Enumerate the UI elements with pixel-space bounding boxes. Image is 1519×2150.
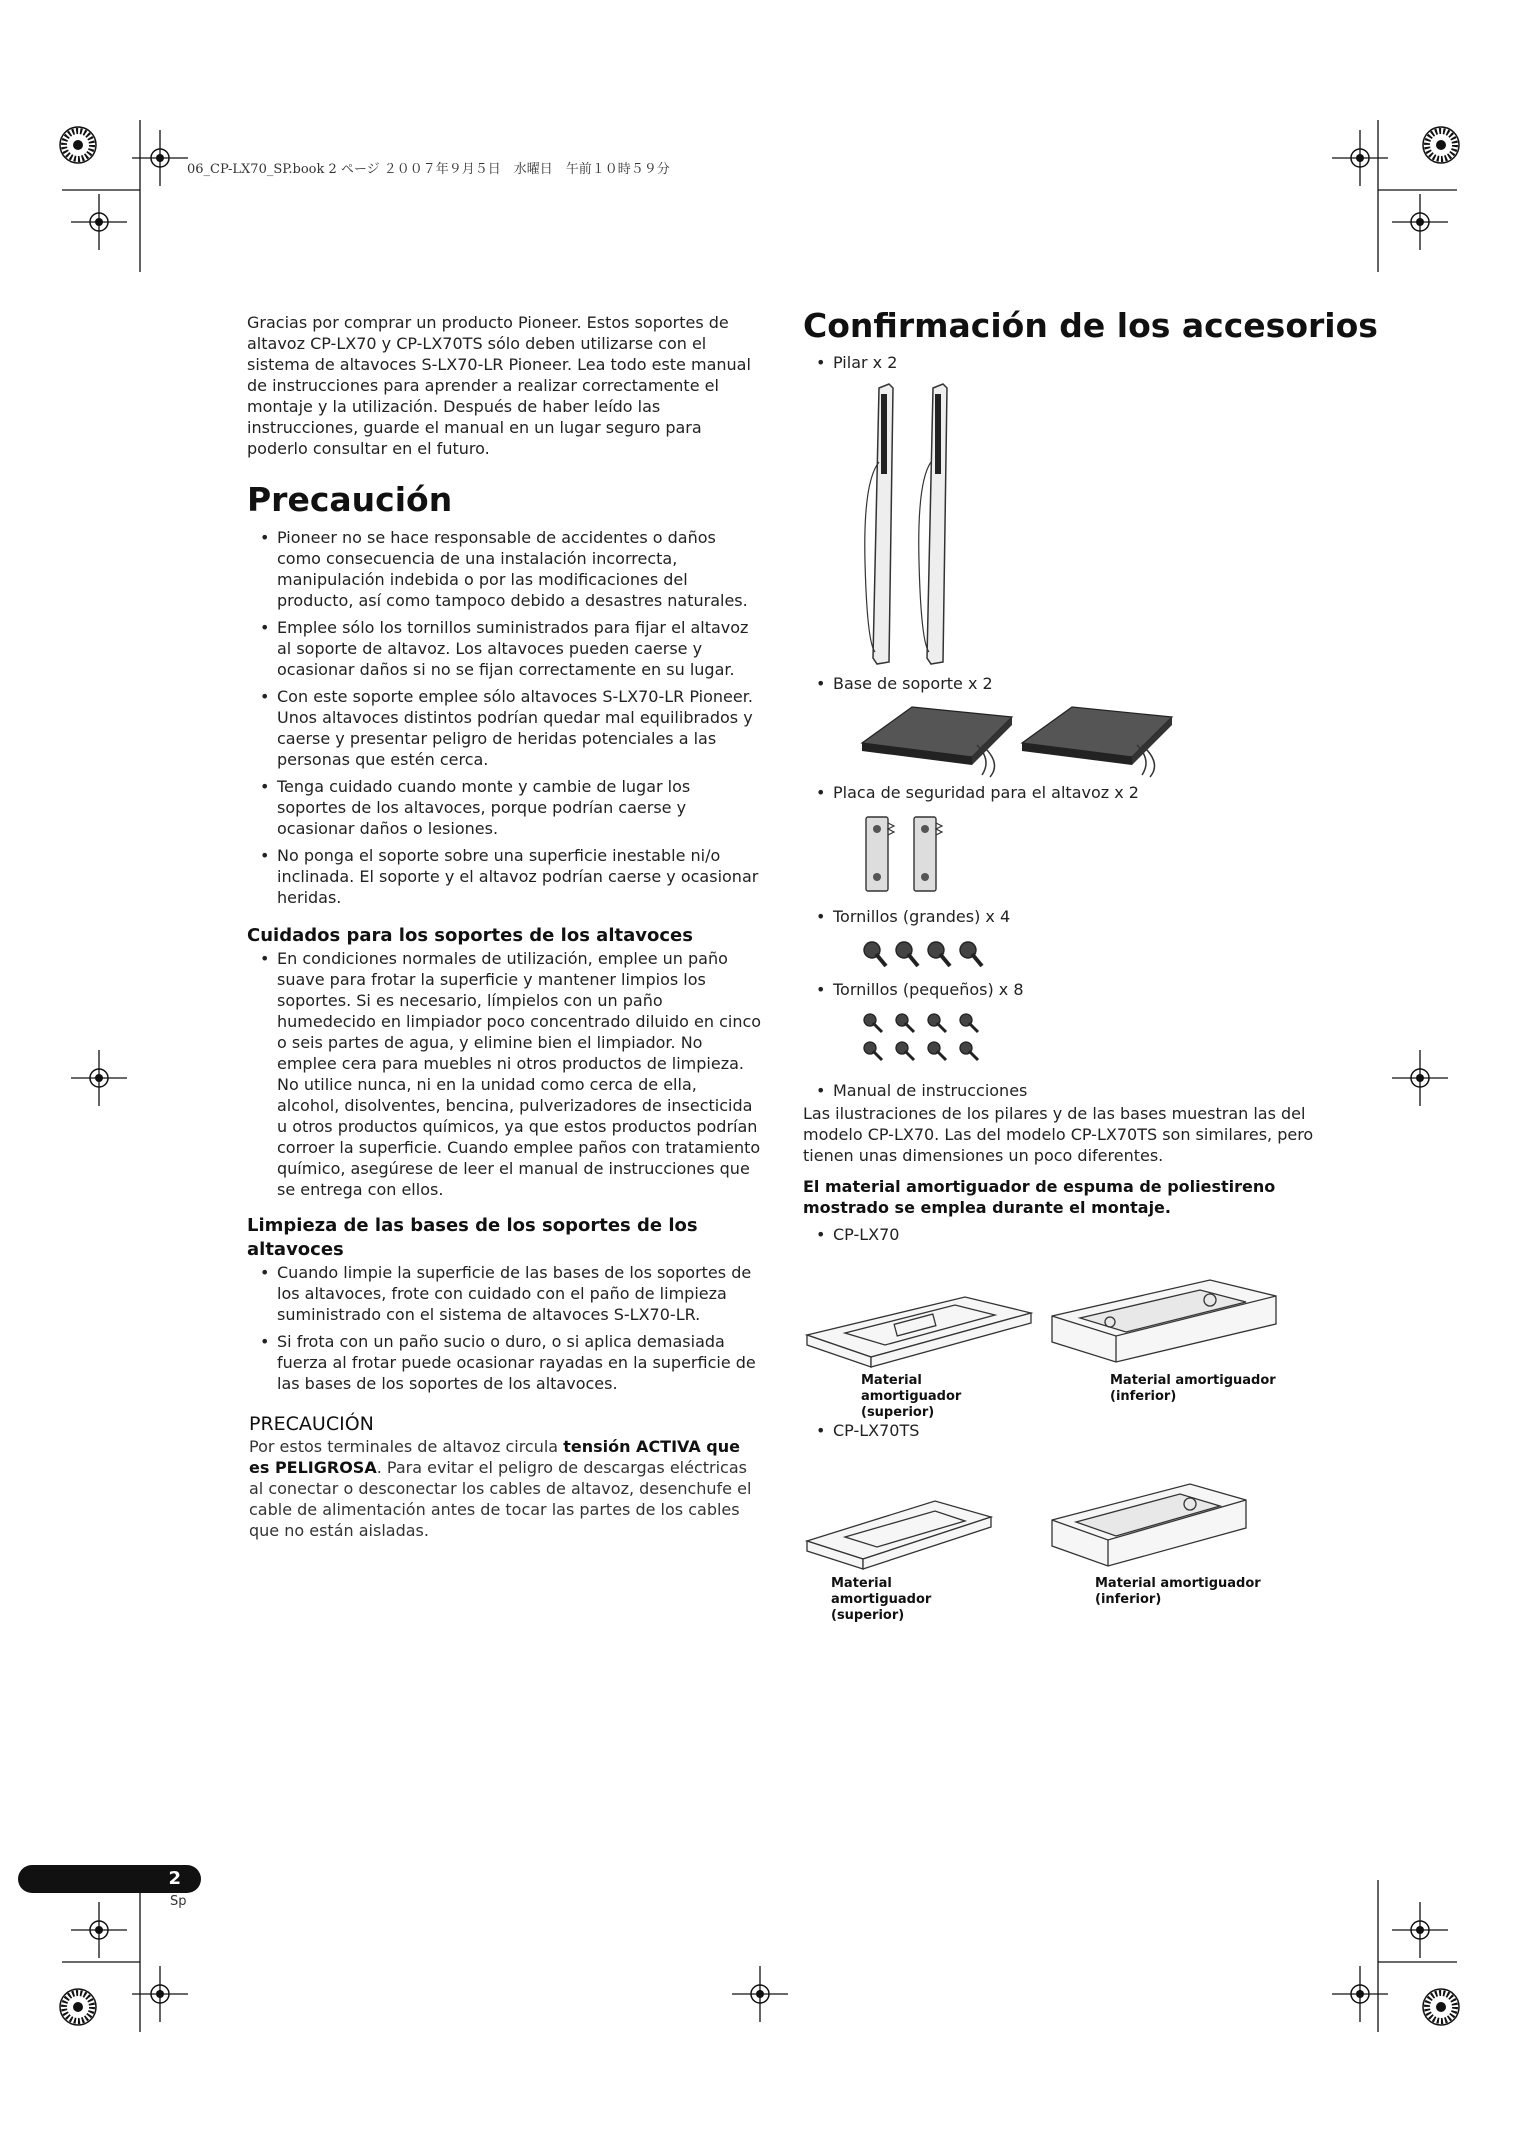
warning-bold: tensión ACTIVA que es PELIGROSA [249, 1437, 740, 1477]
cleaning-list [247, 1262, 762, 1394]
foam-upper-lx70-illustration [805, 1293, 1035, 1373]
warning-text-1: Por estos terminales de altavoz circula [249, 1437, 564, 1456]
plate-illustration [864, 815, 954, 895]
list-item: • Cuando limpie la superficie de las bases de los soportes de los altavoces, frote con cuidado con el paño de limpieza suministrado con el sistema de altavoces S-LX70-LR. [247, 1262, 762, 1325]
foam-lower-caption-2: Material amortiguador (inferior) [1095, 1576, 1261, 1607]
foam-lower-caption-1: Material amortiguador (inferior) [1110, 1373, 1276, 1404]
illustration-note: Las ilustraciones de los pilares y de las bases muestran las del modelo CP-LX70. Las del modelo CP-LX70TS son similares, pero tienen unas dimensiones un poco diferentes. [803, 1104, 1314, 1165]
list-item: • CP-LX70 [803, 1224, 1323, 1245]
list-item: • No ponga el soporte sobre una superficie inestable ni/o inclinada. El soporte y el altavoz podrían caerse y ocasionar heridas. [247, 845, 762, 908]
foam-upper-lx70ts-illustration [805, 1495, 995, 1575]
model-2-label [803, 1420, 1323, 1441]
list-item: • Tornillos (pequeños) x 8 [803, 979, 1323, 1000]
warning-box [247, 1412, 762, 1541]
screws-large-illustration [862, 940, 1002, 970]
precaution-heading: Precaución [247, 480, 453, 519]
care-list [247, 948, 762, 1200]
foam-upper-caption-2: Material amortiguador (superior) [831, 1576, 932, 1623]
list-item: • Tornillos (grandes) x 4 [803, 906, 1323, 927]
list-item: • Si frota con un paño sucio o duro, o si aplica demasiada fuerza al frotar puede ocasionar rayadas en la superficie de las bases de los soportes de los altavoces. [247, 1331, 762, 1394]
care-heading: Cuidados para los soportes de los altavoces [247, 925, 693, 946]
page-number: 2 [168, 1868, 181, 1889]
list-item: • Emplee sólo los tornillos suministrados para fijar el altavoz al soporte de altavoz. Los altavoces pueden caerse y ocasionar daños si no se fijan correctamente en su lugar. [247, 617, 762, 680]
print-info: 06_CP-LX70_SP.book 2 ページ ２００７年９月５日 水曜日 午前１０時５９分 [187, 162, 670, 177]
foam-lower-lx70ts-illustration [1050, 1480, 1250, 1570]
warning-heading: PRECAUCIÓN [249, 1413, 374, 1435]
pillar-illustration [855, 382, 975, 672]
accessories-heading: Confirmación de los accesorios [803, 306, 1378, 345]
foam-lower-lx70-illustration [1050, 1276, 1280, 1366]
manual-label [803, 1080, 1323, 1101]
screws-small-illustration [862, 1012, 1002, 1072]
list-item: • Con este soporte emplee sólo altavoces S-LX70-LR Pioneer. Unos altavoces distintos podrían quedar mal equilibrados y caerse y presentar peligro de heridas potenciales a las personas que estén cerca. [247, 686, 762, 770]
list-item: • En condiciones normales de utilización, emplee un paño suave para frotar la superficie y mantener limpios los soportes. Si es necesario, límpielos con un paño humedecido en limpiador poco concentrado diluido en cinco o seis partes de agua, y elimine bien el limpiador. No emplee cera para muebles ni otros productos de limpieza. No utilice nunca, ni en la unidad como cerca de ella, alcohol, disolventes, bencina, pulverizadores de insecticida u otros productos químicos, ya que estos productos podrían corroer la superficie. Cuando emplee paños con tratamiento químico, asegúrese de leer el manual de instrucciones que se entrega con ellos. [247, 948, 762, 1200]
warning-text [249, 1436, 762, 1541]
intro-paragraph: Gracias por comprar un producto Pioneer. Estos soportes de altavoz CP-LX70 y CP-LX70TS sólo deben utilizarse con el sistema de altavoces S-LX70-LR Pioneer. Lea todo este manual de instrucciones para aprender a realizar correctamente el montaje y la utilización. Después de haber leído las instrucciones, guarde el manual en un lugar seguro para poderlo consultar en el futuro. [247, 313, 751, 458]
base-illustration [862, 705, 1192, 780]
page-number-pill [18, 1865, 201, 1893]
list-item: • Pioneer no se hace responsable de accidentes o daños como consecuencia de una instalación incorrecta, manipulación indebida o por las modificaciones del producto, así como tampoco debido a desastres naturales. [247, 527, 762, 611]
model-1-label [803, 1224, 1323, 1245]
list-item: • CP-LX70TS [803, 1420, 1323, 1441]
list-item: • Pilar x 2 [803, 352, 1323, 373]
precaution-list [247, 527, 762, 908]
pillar-label [803, 352, 1323, 373]
cleaning-heading: Limpieza de las bases de los soportes de los altavoces [247, 1215, 698, 1260]
left-column [247, 312, 762, 1541]
screws-small-label [803, 979, 1323, 1000]
list-item: • Base de soporte x 2 [803, 673, 1323, 694]
screws-large-label [803, 906, 1323, 927]
plate-label [803, 782, 1323, 803]
foam-upper-caption-1: Material amortiguador (superior) [861, 1373, 962, 1420]
base-label [803, 673, 1323, 694]
language-code: Sp [170, 1894, 187, 1909]
warning-text-2: . Para evitar el peligro de descargas eléctricas al conectar o desconectar los cables de altavoz, desenchufe el cable de alimentación antes de tocar las partes de los cables que no están aisladas. [249, 1458, 752, 1540]
list-item: • Manual de instrucciones [803, 1080, 1323, 1101]
list-item: • Placa de seguridad para el altavoz x 2 [803, 782, 1323, 803]
foam-note: El material amortiguador de espuma de poliestireno mostrado se emplea durante el montaje. [803, 1177, 1276, 1217]
list-item: • Tenga cuidado cuando monte y cambie de lugar los soportes de los altavoces, porque podrían caerse y ocasionar daños o lesiones. [247, 776, 762, 839]
